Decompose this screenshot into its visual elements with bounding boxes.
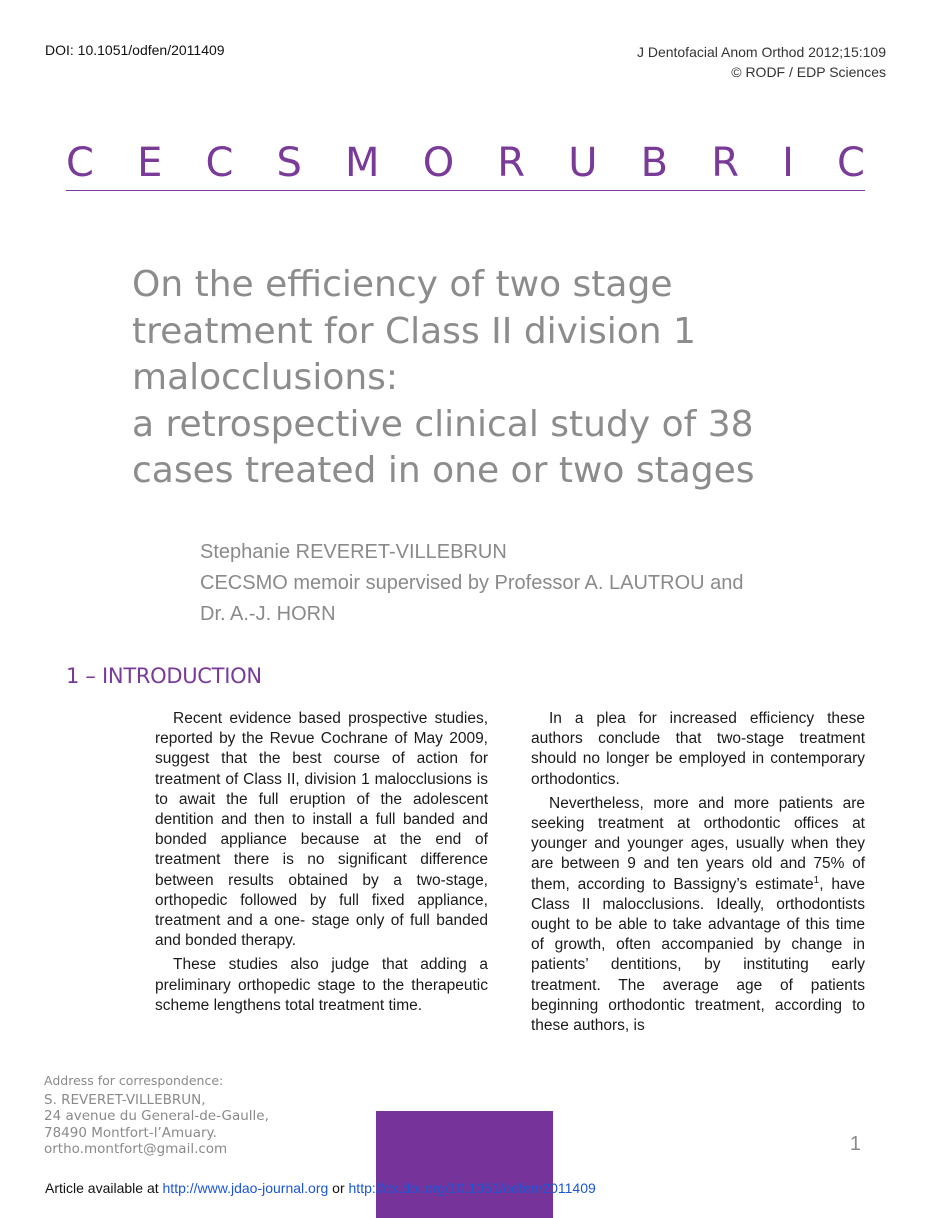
paragraph-text: Nevertheless, more and more patients are seeking treatment at orthodontic offices at younger and younger ages, usually when they are between 9 and ten years old and 75% of them, according to Bassigny’s estimate <box>531 794 865 893</box>
address-line: 24 avenue du General-de-Gaulle, <box>44 1108 269 1125</box>
supervisor-line: CECSMO memoir supervised by Professor A. LAUTROU and <box>200 572 744 594</box>
doi-link[interactable]: http://dx.doi.org/10.1051/odfen/2011409 <box>348 1180 596 1196</box>
supervisor-line: Dr. A.-J. HORN <box>200 603 336 625</box>
article-title <box>132 262 772 495</box>
rubric-letter: O <box>422 140 455 186</box>
email-address[interactable]: ortho.montfort@gmail.com <box>44 1140 228 1157</box>
title-line: cases treated in one or two stages <box>132 450 755 491</box>
address-label: Address for correspondence: <box>44 1073 224 1088</box>
correspondence-address <box>44 1073 269 1157</box>
rubric-letter: C <box>66 140 94 186</box>
paragraph: Recent evidence based prospective studies, reported by the Revue Cochrane of May 2009, suggest that the best course of action for treatment of Class II, division 1 malocclusions is to await the full eruption of the adolescent dentition and then to install a full banded and bonded appliance because at the end of treatment there is no significant difference between results obtained by a two-stage, orthopedic followed by full fixed appliance, treatment and a one- stage only of full banded and bonded therapy. <box>155 710 488 950</box>
section-heading: 1 – INTRODUCTION <box>66 664 262 688</box>
rubric-letter: C <box>205 140 234 186</box>
body-column-left <box>155 709 488 1020</box>
journal-citation <box>637 42 886 82</box>
rubric-letter: U <box>568 140 598 186</box>
author-block <box>200 537 880 630</box>
address-line: S. REVERET-VILLEBRUN, <box>44 1092 206 1109</box>
author-name: Stephanie REVERET-VILLEBRUN <box>200 541 507 563</box>
journal-link[interactable]: http://www.jdao-journal.org <box>162 1180 329 1196</box>
paragraph <box>531 794 865 1036</box>
doi-label: DOI: 10.1051/odfen/2011409 <box>45 42 225 58</box>
rubric-letters <box>66 138 865 188</box>
footer-text: or <box>328 1180 349 1196</box>
title-line: a retrospective clinical study of 38 <box>132 403 754 445</box>
title-line: treatment for Class II division 1 <box>132 310 696 352</box>
citation-reference[interactable]: 1 <box>813 874 820 886</box>
rubric-letter: R <box>711 140 739 186</box>
rubric-letter: S <box>276 140 302 186</box>
footer-availability <box>45 1180 596 1196</box>
title-line: On the efficiency of two stage <box>132 264 673 305</box>
title-line: malocclusions: <box>132 357 399 398</box>
rubric-letter: M <box>345 140 380 186</box>
page-number: 1 <box>849 1133 861 1155</box>
copyright-line: © RODF / EDP Sciences <box>731 64 886 80</box>
rubric-letter: R <box>497 140 526 186</box>
footer-text: Article available at <box>45 1180 163 1196</box>
rubric-divider <box>66 190 865 191</box>
body-column-right <box>531 709 865 1040</box>
rubric-letter: B <box>640 140 669 186</box>
rubric-letter: E <box>137 140 163 186</box>
paragraph-text: , have Class II malocclusions. Ideally, orthodontists ought to be able to take advantage of this time of growth, often accompanied by change in patients’ dentitions, by instituting early treatment. The average age of patients beginning orthodontic treatment, according to these authors, is <box>531 875 865 1035</box>
rubric-letter: C <box>837 140 865 186</box>
address-line: 78490 Montfort-l’Amuary. <box>44 1124 217 1141</box>
rubric-letter: I <box>782 140 794 186</box>
rubric-banner <box>66 138 865 188</box>
paragraph: In a plea for increased efficiency these authors conclude that two-stage treatment should no longer be employed in contemporary orthodontics. <box>531 710 865 788</box>
journal-citation-line: J Dentofacial Anom Orthod 2012;15:109 <box>636 44 886 60</box>
paragraph: These studies also judge that adding a preliminary orthopedic stage to the therapeutic scheme lengthens total treatment time. <box>155 956 488 1014</box>
decorative-block <box>376 1111 553 1218</box>
